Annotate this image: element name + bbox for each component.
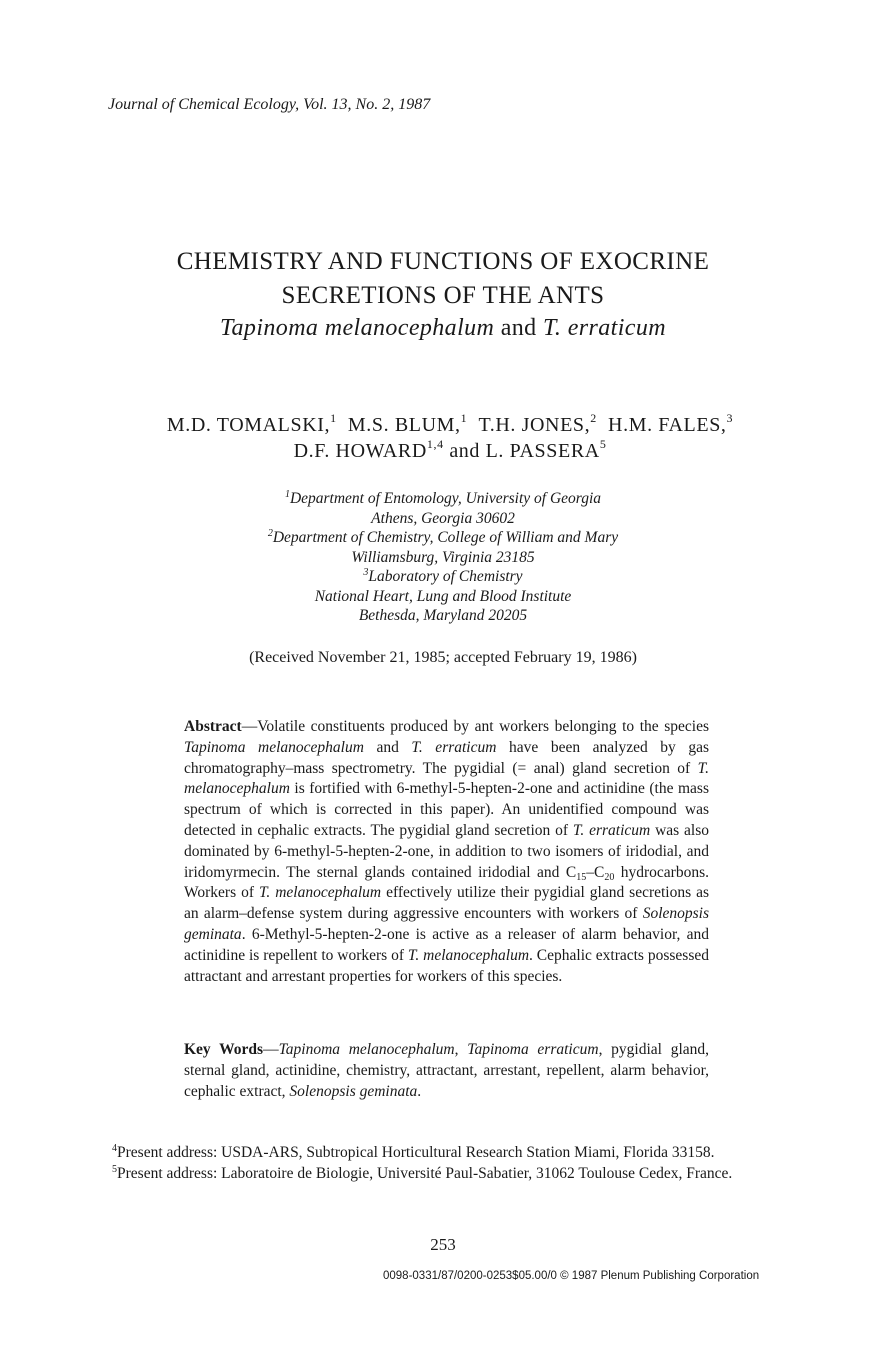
title-and: and (500, 315, 537, 341)
authors-line-2 (0, 437, 886, 463)
author-affiliation-mark: 3 (726, 411, 734, 425)
author-name: D.F. HOWARD (293, 440, 427, 462)
author-name: M.D. TOMALSKI, (166, 414, 331, 436)
key-words: Key Words—Tapinoma melanocephalum, Tapinoma erraticum, pygidial gland, sternal gland, actinidine, chemistry, attractant, arrestant, repellent, alarm behavior, cephalic extract, Solenopsis geminata. (184, 1041, 710, 1100)
title-species-1: Tapinoma melanocephalum (219, 315, 495, 341)
affiliation-3-line-2: National Heart, Lung and Blood Institute (314, 587, 572, 605)
affiliation-2-line-2: Williamsburg, Virginia 23185 (351, 548, 535, 566)
affiliation-2-line-1: $^2$Department of Chemistry, College of William and Mary (267, 528, 619, 546)
author-affiliation-mark: 2 (590, 411, 597, 425)
author-name: T.H. JONES, (478, 414, 591, 436)
affiliation-1-line-2: Athens, Georgia 30602 (371, 509, 515, 527)
author-affiliation-mark: 1,4 (426, 437, 444, 451)
author-name: M.S. BLUM, (347, 414, 461, 436)
page-number: 253 (430, 1235, 456, 1254)
key-words-label: Key Words (184, 1041, 264, 1058)
affiliation-3-line-3: Bethesda, Maryland 20205 (358, 607, 528, 624)
article-title-line-2: SECRETIONS OF THE ANTS (281, 282, 605, 309)
author-affiliation-mark: 1 (460, 411, 468, 425)
title-species-2: T. erraticum (542, 315, 666, 341)
affiliation-3-line-1: $^3$Laboratory of Chemistry (363, 567, 523, 585)
footnote-5: $^5$Present address: Laboratoire de Biologie, Université Paul-Sabatier, 31062 Toulouse Cedex, France. (112, 1164, 733, 1182)
abstract: Abstract—Volatile constituents produced by ant workers belonging to the species Tapinoma melanocephalum and T. erraticum have been analyzed by gas chromatography–mass spectrometry. The pygidial (= anal) gland secretion of T. melanocephalum is fortified with 6-methyl-5-hepten-2-one and actinidine (the mass spectrum of which is corrected in this paper). An unidentified compound was detected in cephalic extracts. The pygidial gland secretion of T. erraticum was also dominated by 6-methyl-5-hepten-2-one, in addition to two isomers of iridodial, and iridomyrmecin. The sternal glands contained iridodial and $C_{15}-C_{20}$ hydrocarbons. Workers of T. melanocephalum effectively utilize their pygidial gland secretions as an alarm–defense system during aggressive encounters with workers of Solenopsis geminata. 6-Methyl-5-hepten-2-one is active as a releaser of alarm behavior, and actinidine is repellent to workers of T. melanocephalum. Cephalic extracts possessed attractant and arrestant properties for workers of this species. (184, 718, 709, 985)
footnote-4: $^4$Present address: USDA-ARS, Subtropical Horticultural Research Station Miami, Florida 33158. (112, 1143, 715, 1161)
copyright-line: 0098-0331/87/0200-0253$05.00/0 © 1987 Plenum Publishing Corporation (383, 1270, 760, 1282)
author-affiliation-mark: 1 (330, 411, 337, 425)
author-affiliation-mark: 5 (599, 437, 607, 451)
affiliation-1-line-1: $^1$Department of Entomology, University of Georgia (284, 489, 602, 507)
abstract-label: Abstract (184, 718, 242, 735)
authors-line-1 (0, 411, 886, 437)
journal-header: Journal of Chemical Ecology, Vol. 13, No. 2, 1987 (108, 96, 431, 113)
author-name: and L. PASSERA (449, 440, 600, 462)
article-title-line-1: CHEMISTRY AND FUNCTIONS OF EXOCRINE (176, 248, 710, 275)
author-name: H.M. FALES, (608, 414, 727, 436)
received-dates: (Received November 21, 1985; accepted February 19, 1986) (249, 649, 637, 666)
article-title-line-3 (0, 310, 886, 347)
affiliations (0, 489, 886, 626)
